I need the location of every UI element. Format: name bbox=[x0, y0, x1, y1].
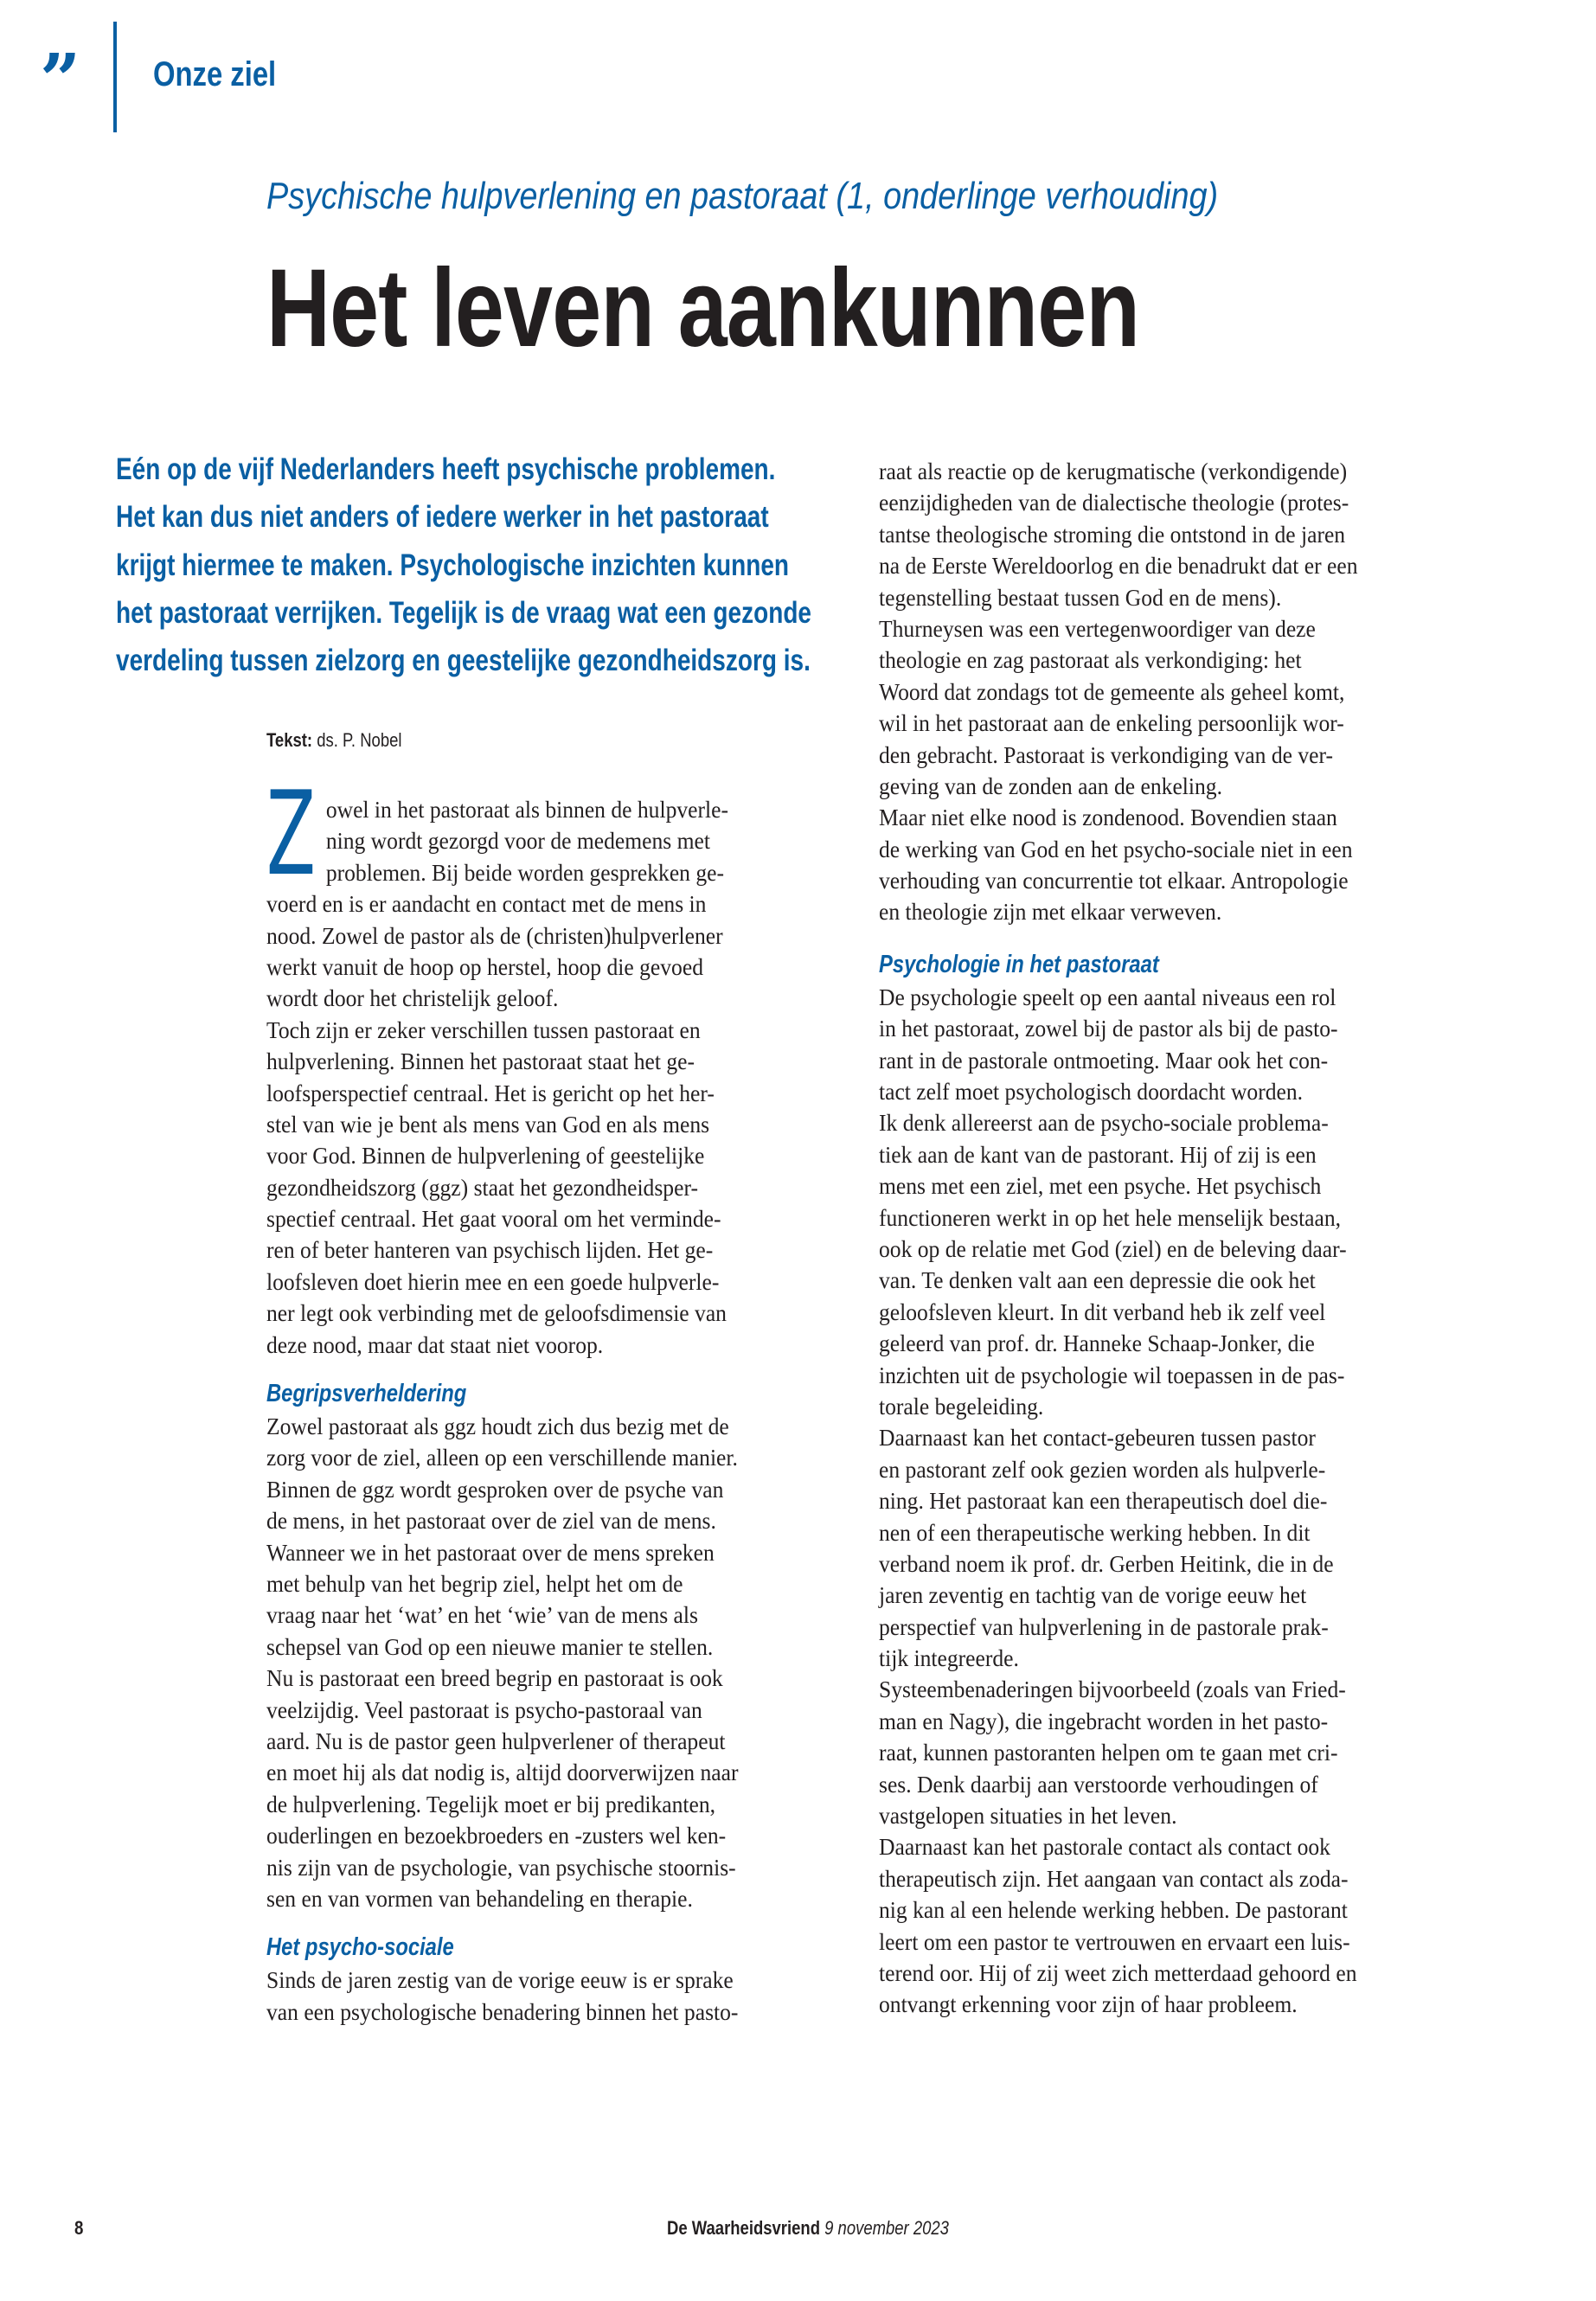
body-line: wordt door het christelijk geloof. bbox=[266, 984, 559, 1012]
body-line: geleerd van prof. dr. Hanneke Schaap-Jonker, die bbox=[879, 1330, 1315, 1357]
body-line: problemen. Bij beide worden gesprekken ge- bbox=[325, 858, 725, 886]
body-line: verhouding van concurrentie tot elkaar. Antropologie bbox=[879, 867, 1349, 894]
body-line: in het pastoraat, zowel bij de pastor als bij de pasto- bbox=[879, 1015, 1338, 1042]
continued-paragraph bbox=[879, 456, 1467, 928]
body-line: werkt vanuit de hoop op herstel, hoop die gevoed bbox=[266, 952, 703, 980]
body-line: voor God. Binnen de hulpverlening of geestelijke bbox=[266, 1142, 705, 1170]
section-heading: Begripsverheldering bbox=[266, 1380, 467, 1408]
section-heading: Het psycho-sociale bbox=[266, 1933, 454, 1962]
body-line: aard. Nu is de pastor geen hulpverlener of therapeut bbox=[266, 1727, 726, 1754]
body-line: Nu is pastoraat een breed begrip en pastoraat is ook bbox=[266, 1664, 723, 1692]
body-line: schepsel van God op een nieuwe manier te stellen. bbox=[266, 1632, 714, 1660]
byline-label: Tekst: bbox=[266, 729, 313, 751]
body-line: man en Nagy), die ingebracht worden in het pasto- bbox=[879, 1707, 1329, 1734]
body-line: ouderlingen en bezoekbroeders en -zusters wel ken- bbox=[266, 1822, 727, 1849]
body-line: voerd en is er aandacht en contact met de mens in bbox=[266, 890, 707, 918]
body-line: tegenstelling bestaat tussen God en de mens). bbox=[879, 583, 1282, 611]
body-line: ning wordt gezorgd voor de medemens met bbox=[325, 827, 710, 855]
body-line: therapeutisch zijn. Het aangaan van contact als zoda- bbox=[879, 1864, 1349, 1892]
publication-name: De Waarheidsvriend bbox=[667, 2217, 820, 2239]
body-line: met behulp van het begrip ziel, helpt het om de bbox=[266, 1569, 683, 1597]
section-body bbox=[266, 1411, 829, 1914]
body-line: functioneren werkt in op het hele menselijk bestaan, bbox=[879, 1203, 1342, 1231]
body-line: veelzijdig. Veel pastoraat is psycho-pastoraal van bbox=[266, 1695, 702, 1723]
lead-line: Eén op de vijf Nederlanders heeft psychische problemen. bbox=[116, 452, 776, 486]
body-column-left bbox=[266, 794, 829, 2028]
body-line: de mens, in het pastoraat over de ziel van de mens. bbox=[266, 1507, 716, 1535]
body-line: vraag naar het ‘wat’ en het ‘wie’ van de mens als bbox=[266, 1601, 698, 1629]
body-line: Maar niet elke nood is zondenood. Bovendien staan bbox=[879, 804, 1337, 831]
body-line: Systeembenaderingen bijvoorbeeld (zoals van Fried- bbox=[879, 1676, 1346, 1703]
opening-paragraph bbox=[266, 888, 829, 1361]
body-line: nen of een therapeutische werking hebben. In dit bbox=[879, 1518, 1311, 1546]
page-number: 8 bbox=[74, 2217, 84, 2239]
body-line: jaren zeventig en tachtig van de vorige eeuw het bbox=[879, 1581, 1307, 1609]
body-line: tantse theologische stroming die ontstond in de jaren bbox=[879, 520, 1346, 548]
quote-mark-icon: ” bbox=[40, 39, 76, 122]
body-line: Daarnaast kan het pastorale contact als contact ook bbox=[879, 1833, 1330, 1861]
lead-line: krijgt hiermee te maken. Psychologische inzichten kunnen bbox=[116, 548, 789, 582]
body-line: De psychologie speelt op een aantal niveaus een rol bbox=[879, 983, 1336, 1010]
body-line: ses. Denk daarbij aan verstoorde verhoudingen of bbox=[879, 1770, 1318, 1798]
body-line: zorg voor de ziel, alleen op een verschillende manier. bbox=[266, 1444, 738, 1471]
body-line: Binnen de ggz wordt gesproken over de psyche van bbox=[266, 1475, 724, 1503]
body-line: na de Eerste Wereldoorlog en die benadrukt dat er een bbox=[879, 552, 1358, 580]
byline-author: ds. P. Nobel bbox=[312, 729, 402, 751]
body-line: Sinds de jaren zestig van de vorige eeuw is er sprake bbox=[266, 1966, 734, 1994]
body-line: geloofsleven kleurt. In dit verband heb ik zelf veel bbox=[879, 1298, 1326, 1325]
body-line: nood. Zowel de pastor als de (christen)hulpverlener bbox=[266, 921, 723, 949]
body-line: geving van de zonden aan de enkeling. bbox=[879, 772, 1222, 799]
body-line: raat, kunnen pastoranten helpen om te gaan met cri- bbox=[879, 1739, 1338, 1766]
body-line: ook op de relatie met God (ziel) en de beleving daar- bbox=[879, 1234, 1347, 1262]
body-line: tact zelf moet psychologisch doordacht worden. bbox=[879, 1078, 1304, 1106]
body-line: Ik denk allereerst aan de psycho-sociale problema- bbox=[879, 1109, 1329, 1137]
lead-line: Het kan dus niet anders of iedere werker in het pastoraat bbox=[116, 500, 769, 535]
body-line: tijk integreerde. bbox=[879, 1644, 1019, 1672]
body-line: Zowel pastoraat als ggz houdt zich dus bezig met de bbox=[266, 1413, 729, 1440]
body-line: en pastorant zelf ook gezien worden als hulpverle- bbox=[879, 1455, 1326, 1483]
body-line: ning. Het pastoraat kan een therapeutisch doel die- bbox=[879, 1487, 1328, 1515]
body-column-right bbox=[879, 456, 1467, 2021]
body-line: spectief centraal. Het gaat vooral om het verminde- bbox=[266, 1205, 721, 1233]
section-heading: Psychologie in het pastoraat bbox=[879, 950, 1159, 978]
body-line: van een psychologische benadering binnen het pasto- bbox=[266, 1997, 739, 2025]
body-line: de werking van God en het psycho-sociale niet in een bbox=[879, 835, 1353, 862]
body-line: deze nood, maar dat staat niet voorop. bbox=[266, 1330, 604, 1358]
body-line: theologie en zag pastoraat als verkondiging: het bbox=[879, 646, 1302, 674]
drop-cap: Z bbox=[266, 766, 316, 901]
article-subtitle: Psychische hulpverlening en pastoraat (1, onderlinge verhouding) bbox=[266, 175, 1219, 217]
header-divider bbox=[113, 22, 117, 132]
body-line: loofsleven doet hierin mee en een goede hulpverle- bbox=[266, 1267, 720, 1295]
section-label: Onze ziel bbox=[153, 55, 277, 93]
body-line: inzichten uit de psychologie wil toepassen in de pas- bbox=[879, 1361, 1345, 1388]
body-line: en theologie zijn met elkaar verweven. bbox=[879, 898, 1222, 926]
body-line: sen en van vormen van behandeling en therapie. bbox=[266, 1884, 693, 1912]
body-line: stel van wie je bent als mens van God en als mens bbox=[266, 1110, 710, 1138]
body-line: tiek aan de kant van de pastorant. Hij of zij is een bbox=[879, 1140, 1317, 1168]
section-body bbox=[879, 982, 1467, 2021]
body-line: vastgelopen situaties in het leven. bbox=[879, 1802, 1177, 1830]
body-line: torale begeleiding. bbox=[879, 1392, 1044, 1420]
body-line: Daarnaast kan het contact-gebeuren tussen pastor bbox=[879, 1424, 1316, 1452]
body-line: loofsperspectief centraal. Het is gericht op het her- bbox=[266, 1079, 715, 1106]
body-line: hulpverlening. Binnen het pastoraat staat het ge- bbox=[266, 1048, 695, 1075]
body-line: verband noem ik prof. dr. Gerben Heitink, die in de bbox=[879, 1549, 1334, 1577]
body-line: raat als reactie op de kerugmatische (verkondigende) bbox=[879, 458, 1348, 484]
body-line: ontvangt erkenning voor zijn of haar probleem. bbox=[879, 1990, 1298, 2018]
body-line: rant in de pastorale ontmoeting. Maar ook het con- bbox=[879, 1046, 1329, 1074]
body-line: perspectief van hulpverlening in de pastorale prak- bbox=[879, 1612, 1329, 1640]
body-line: wil in het pastoraat aan de enkeling persoonlijk wor- bbox=[879, 709, 1344, 737]
body-line: owel in het pastoraat als binnen de hulpverle- bbox=[325, 796, 728, 823]
body-line: ner legt ook verbinding met de geloofsdimensie van bbox=[266, 1299, 727, 1327]
body-line: van. Te denken valt aan een depressie die ook het bbox=[879, 1266, 1316, 1294]
article-lead bbox=[116, 445, 894, 684]
body-line: mens met een ziel, met een psyche. Het psychisch bbox=[879, 1172, 1322, 1200]
body-line: eenzijdigheden van de dialectische theologie (protes- bbox=[879, 489, 1349, 516]
body-line: nig kan al een helende werking hebben. De pastorant bbox=[879, 1896, 1348, 1924]
body-line: Wanneer we in het pastoraat over de mens spreken bbox=[266, 1538, 715, 1566]
publication-footer bbox=[667, 2217, 949, 2240]
body-line: nis zijn van de psychologie, van psychische stoornis- bbox=[266, 1853, 736, 1881]
body-line: gezondheidszorg (ggz) staat het gezondheidsper- bbox=[266, 1173, 698, 1201]
publication-date: 9 november 2023 bbox=[819, 2217, 949, 2239]
opening-paragraph-indented bbox=[266, 794, 829, 888]
body-line: terend oor. Hij of zij weet zich metterdaad gehoord en bbox=[879, 1958, 1357, 1986]
body-line: leert om een pastor te vertrouwen en ervaart een luis- bbox=[879, 1927, 1350, 1955]
article-title: Het leven aankunnen bbox=[266, 247, 1140, 370]
lead-line: verdeling tussen zielzorg en geestelijke gezondheidszorg is. bbox=[116, 644, 811, 678]
byline bbox=[266, 727, 401, 753]
body-line: Toch zijn er zeker verschillen tussen pastoraat en bbox=[266, 1016, 701, 1043]
body-line: Thurneysen was een vertegenwoordiger van deze bbox=[879, 614, 1316, 642]
body-line: de hulpverlening. Tegelijk moet er bij predikanten, bbox=[266, 1790, 716, 1817]
body-line: ren of beter hanteren van psychisch lijden. Het ge- bbox=[266, 1236, 714, 1264]
body-line: den gebracht. Pastoraat is verkondiging van de ver- bbox=[879, 740, 1334, 768]
body-line: en moet hij als dat nodig is, altijd doorverwijzen naar bbox=[266, 1759, 739, 1786]
lead-line: het pastoraat verrijken. Tegelijk is de vraag wat een gezonde bbox=[116, 595, 811, 630]
body-line: Woord dat zondags tot de gemeente als geheel komt, bbox=[879, 677, 1345, 705]
section-body bbox=[266, 1965, 829, 2028]
